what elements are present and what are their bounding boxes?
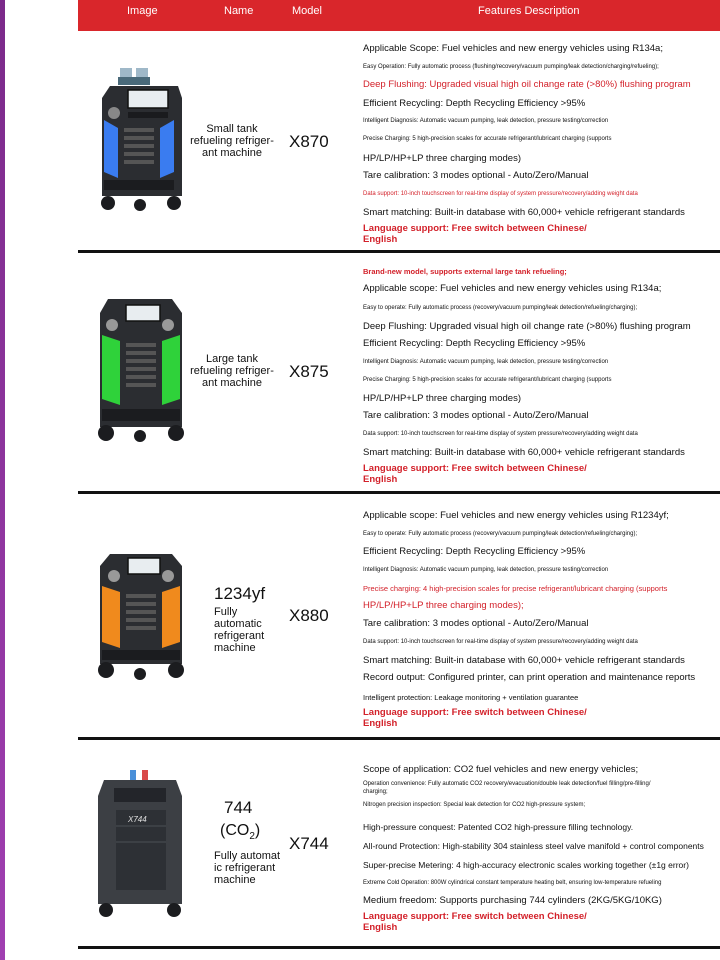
feature-line: Brand-new model, supports external large tank refueling;	[363, 267, 567, 276]
product-model: X875	[289, 362, 329, 381]
feature-line: HP/LP/HP+LP three charging modes);	[363, 600, 524, 611]
product-model: X880	[289, 606, 329, 625]
feature-line: Super-precise Metering: 4 high-accuracy electronic scales working together (±1g error)	[363, 860, 689, 870]
feature-line: Intelligent Diagnosis: Automatic vacuum pumping, leak detection, pressure testing/correction	[363, 567, 609, 573]
row-divider	[78, 946, 720, 949]
feature-line: Efficient Recycling: Depth Recycling Efficiency >95%	[363, 98, 586, 109]
feature-line: High-pressure conquest: Patented CO2 high-pressure filling technology.	[363, 822, 634, 832]
table-row	[78, 740, 720, 949]
feature-line: Tare calibration: 3 modes optional - Auto/Zero/Manual	[363, 410, 589, 421]
feature-line: Data support: 10-inch touchscreen for real-time display of system pressure/recovery/adding weight data	[363, 191, 638, 197]
feature-line: All-round Protection: High-stability 304 stainless steel valve manifold + control components	[363, 841, 704, 851]
feature-line: Applicable scope: Fuel vehicles and new energy vehicles using R1234yf;	[363, 510, 669, 521]
x744-machine-label: X744	[128, 815, 147, 824]
product-name-code: 744	[224, 798, 253, 817]
product-name: Large tank refueling refriger-ant machine	[190, 353, 274, 389]
feature-line: Precise Charging: 5 high-precision scales for accurate refrigerant/lubricant charging (supports	[363, 136, 612, 142]
feature-line: Language support: Free switch between Chinese/	[363, 463, 587, 474]
table-row	[78, 31, 720, 253]
feature-line: Easy to operate: Fully automatic process (recovery/vacuum pumping/leak detection/refueling/charging);	[363, 531, 638, 537]
feature-line: Efficient Recycling: Depth Recycling Efficiency >95%	[363, 338, 586, 349]
feature-line: Applicable scope: Fuel vehicles and new energy vehicles using R134a;	[363, 283, 662, 294]
feature-line: Precise charging: 4 high-precision scales for precise refrigerant/lubricant charging (supports	[363, 584, 668, 593]
header-features: Features Description	[478, 5, 580, 17]
product-name: Fully automat ic refrigerant machine	[214, 850, 281, 886]
feature-line: English	[363, 234, 398, 245]
header-model: Model	[292, 5, 322, 17]
feature-line: English	[363, 474, 398, 485]
feature-line: Tare calibration: 3 modes optional - Auto/Zero/Manual	[363, 170, 589, 181]
table-row	[78, 253, 720, 494]
feature-line: Record output: Configured printer, can print operation and maintenance reports	[363, 672, 696, 683]
left-accent-bar	[0, 0, 5, 960]
feature-line: English	[363, 718, 398, 729]
x880-machine-image	[90, 550, 190, 682]
feature-line: Intelligent Diagnosis: Automatic vacuum pumping, leak detection, pressure testing/correction	[363, 118, 609, 124]
feature-line: Extreme Cold Operation: 800W cylindrical constant temperature heating belt, ensuring low-temperature refueling	[363, 880, 662, 886]
x875-machine-image	[90, 295, 190, 445]
feature-line: Language support: Free switch between Chinese/	[363, 223, 587, 234]
product-name: Small tank refueling refriger-ant machine	[190, 123, 274, 159]
product-name-code: 1234yf	[214, 584, 266, 603]
feature-line: English	[363, 922, 398, 933]
feature-line: Smart matching: Built-in database with 60,000+ vehicle refrigerant standards	[363, 655, 685, 666]
feature-line: Operation convenience: Fully automatic CO2 recovery/evacuation/double leak detection/fuel filling/pre-filling/	[363, 781, 651, 787]
feature-line: Easy to operate: Fully automatic process (recovery/vacuum pumping/leak detection/refueling/charging);	[363, 305, 638, 311]
feature-line: Easy Operation: Fully automatic process (flushing/recovery/vacuum pumping/leak detection/charging/refueling);	[363, 64, 659, 70]
product-name-formula: $(CO_2)$	[220, 822, 261, 843]
product-name: Fully automatic refrigerant machine	[214, 606, 265, 654]
product-model: X870	[289, 132, 329, 151]
header-image: Image	[127, 5, 158, 17]
table-row	[78, 494, 720, 740]
feature-line: Applicable Scope: Fuel vehicles and new energy vehicles using R134a;	[363, 43, 663, 54]
feature-line: Smart matching: Built-in database with 60,000+ vehicle refrigerant standards	[363, 207, 685, 218]
header-name: Name	[224, 5, 254, 17]
feature-line: HP/LP/HP+LP three charging modes)	[363, 393, 521, 404]
feature-line: Nitrogen precision inspection: Special leak detection for CO2 high-pressure system;	[363, 802, 586, 808]
feature-line: Smart matching: Built-in database with 60,000+ vehicle refrigerant standards	[363, 447, 685, 458]
feature-line: Tare calibration: 3 modes optional - Auto/Zero/Manual	[363, 618, 589, 629]
feature-line: Deep Flushing: Upgraded visual high oil change rate (>80%) flushing program	[363, 321, 691, 332]
feature-line: Medium freedom: Supports purchasing 744 cylinders (2KG/5KG/10KG)	[363, 895, 662, 906]
x870-machine-image	[90, 68, 190, 214]
table-header	[78, 0, 720, 31]
product-model: X744	[289, 834, 329, 853]
feature-line: Language support: Free switch between Chinese/	[363, 707, 587, 718]
feature-line: charging;	[363, 789, 388, 795]
x744-machine-image	[90, 770, 190, 920]
feature-line: Intelligent protection: Leakage monitoring + ventilation guarantee	[363, 693, 579, 702]
feature-line: Precise Charging: 5 high-precision scales for accurate refrigerant/lubricant charging (supports	[363, 377, 612, 383]
feature-line: Data support: 10-inch touchscreen for real-time display of system pressure/recovery/adding weight data	[363, 639, 638, 645]
feature-line: HP/LP/HP+LP three charging modes)	[363, 153, 521, 164]
feature-line: Deep Flushing: Upgraded visual high oil change rate (>80%) flushing program	[363, 79, 691, 90]
feature-line: Scope of application: CO2 fuel vehicles and new energy vehicles;	[363, 764, 639, 775]
feature-line: Language support: Free switch between Chinese/	[363, 911, 587, 922]
feature-line: Intelligent Diagnosis: Automatic vacuum pumping, leak detection, pressure testing/correction	[363, 359, 609, 365]
feature-line: Efficient Recycling: Depth Recycling Efficiency >95%	[363, 546, 586, 557]
feature-line: Data support: 10-inch touchscreen for real-time display of system pressure/recovery/adding weight data	[363, 431, 638, 437]
